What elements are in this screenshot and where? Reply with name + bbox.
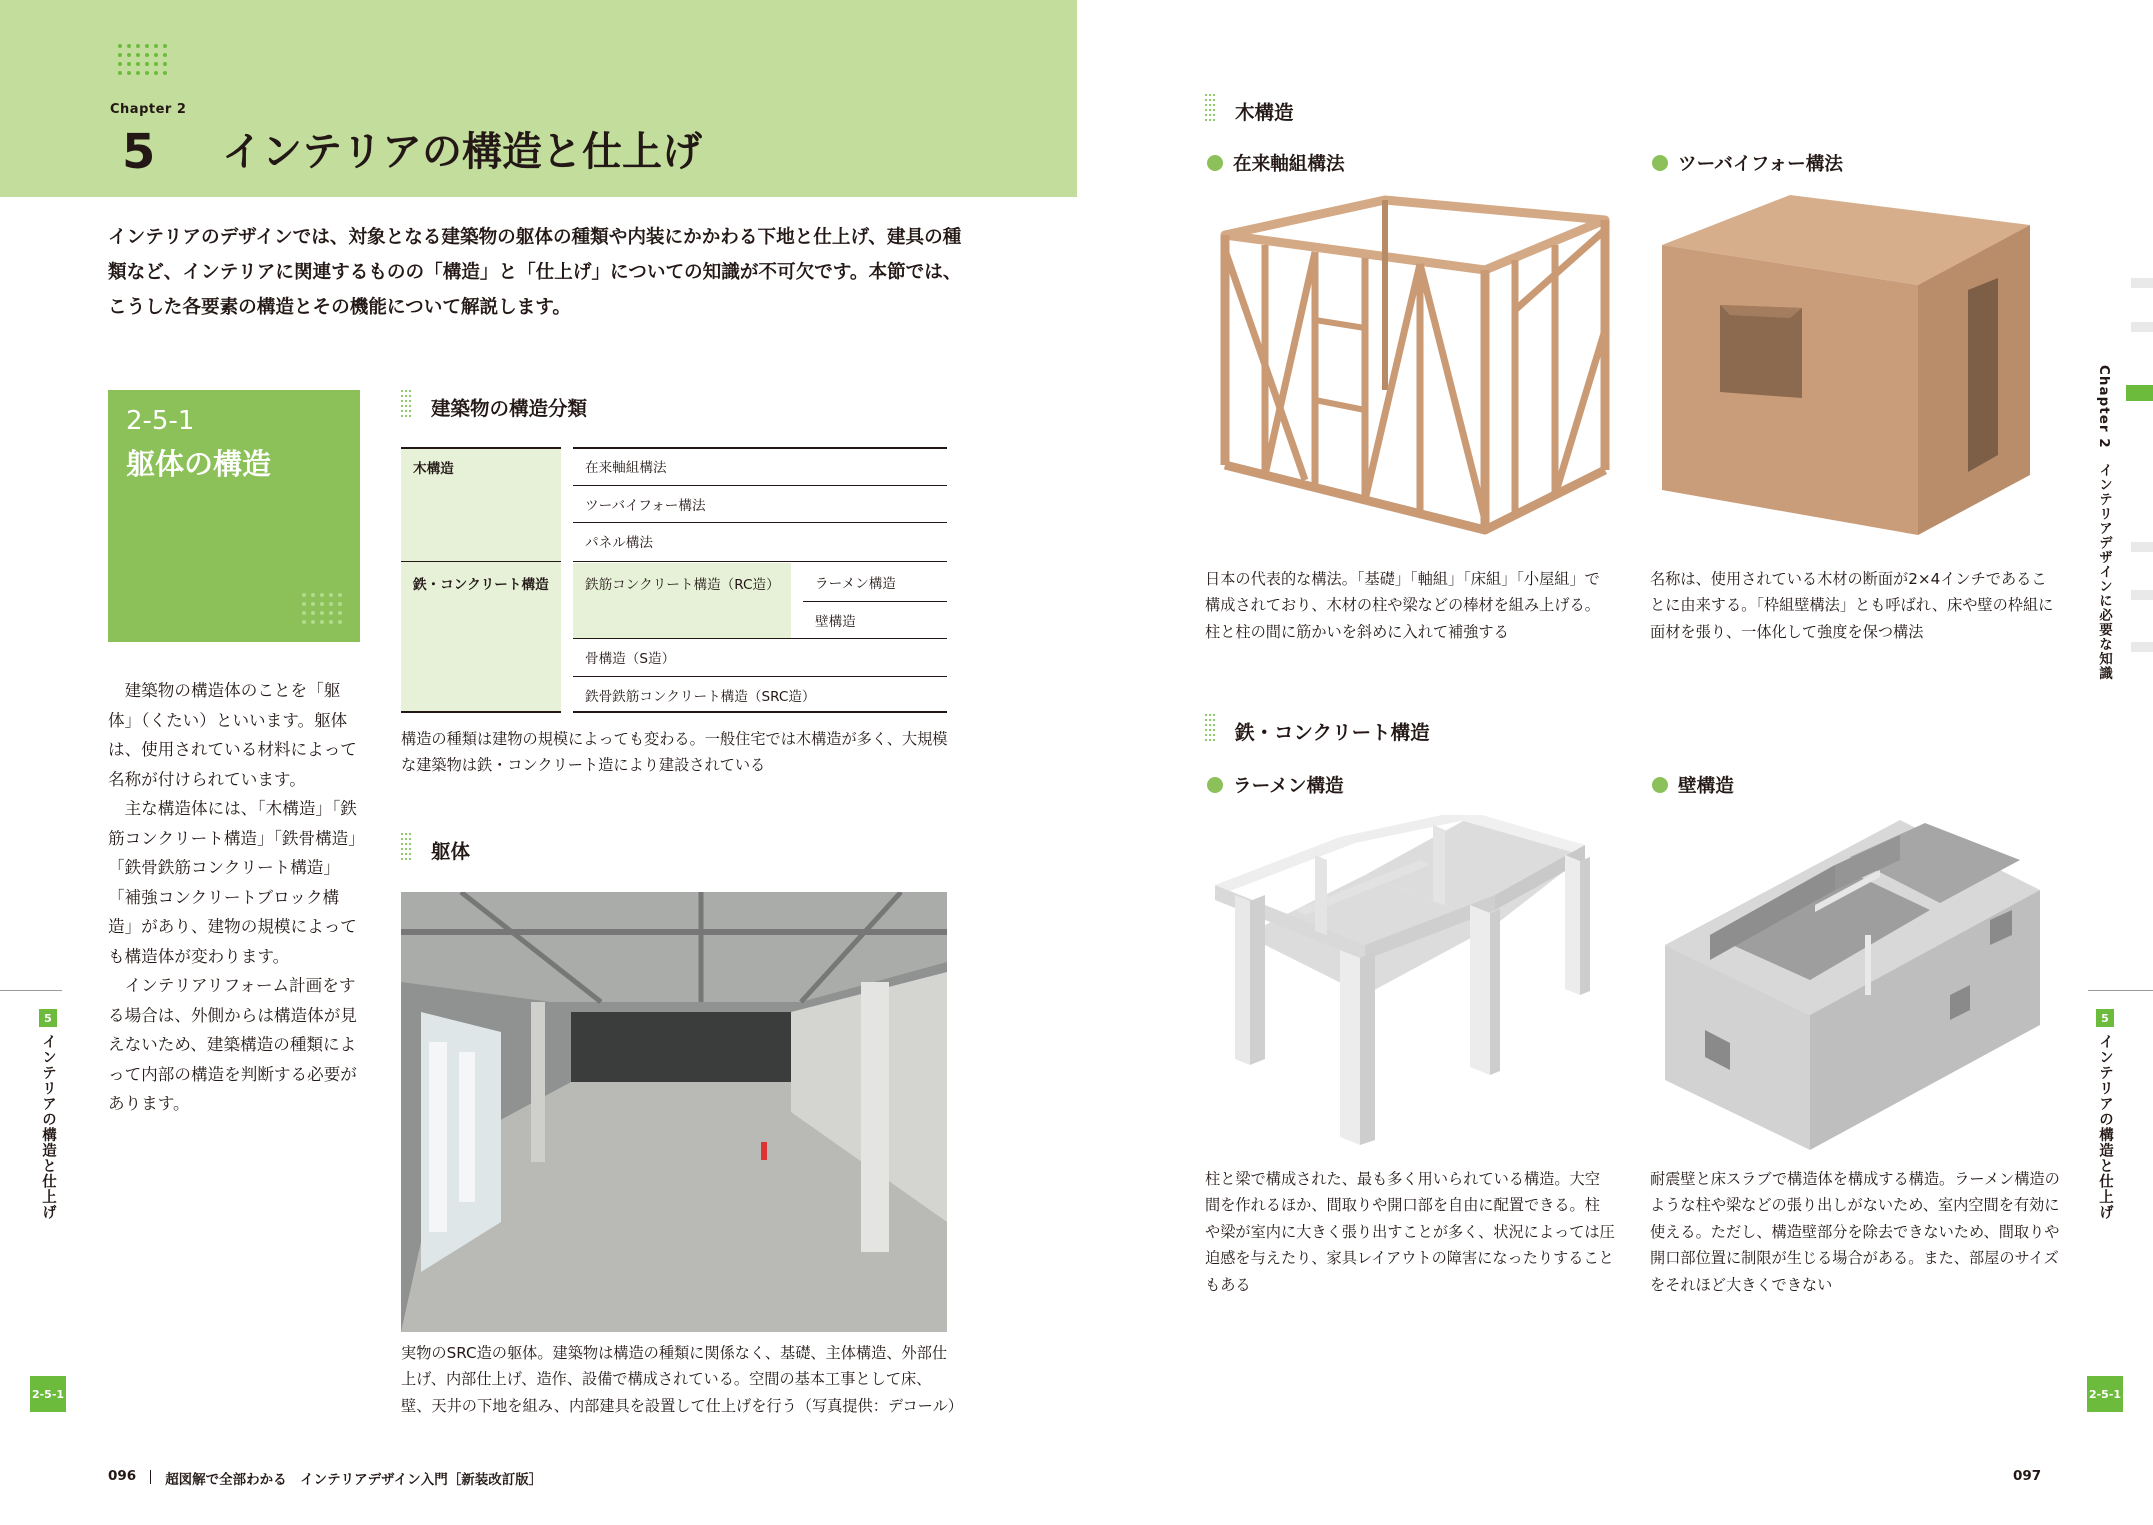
table-caption: 構造の種類は建物の規模によっても変わる。一般住宅では木構造が多く、大規模な建築物は鉄・コンクリート造により建設されている (401, 730, 948, 775)
heading-marker-icon (401, 390, 411, 424)
subsection-title: 躯体の構造 (126, 447, 272, 481)
side-chapter-text: Chapter 2 インテリアデザインに必要な知識 (2096, 365, 2112, 681)
subheading-wall: 壁構造 (1652, 772, 1734, 798)
wall-structure-illustration (1650, 815, 2070, 1155)
rahmen-structure-illustration (1205, 815, 1625, 1155)
body-paragraph: 建築物の構造体のことを「躯体」（くたい）といいます。躯体は、使用されている材料によって名称が付けられています。 (108, 681, 357, 789)
classification-heading: 建築物の構造分類 (401, 390, 587, 424)
table-rule (573, 676, 947, 677)
side-rule (0, 990, 62, 991)
bullet-icon (1207, 777, 1223, 793)
side-decoration (2131, 322, 2153, 332)
rahmen-caption: 柱と梁で構成された、最も多く用いられている構造。大空間を作れるほか、間取りや開口部を自由に配置できる。柱や梁が室内に大きく張り出すことが多く、状況によっては圧迫感を与えたり、家具レイアウトの障害になったりすることもある (1205, 1170, 1615, 1294)
table-rule (573, 561, 947, 562)
wall-caption: 耐震壁と床スラブで構造体を構成する構造。ラーメン構造のような柱や梁などの張り出しがないため、室内空間を有効に使える。ただし、構造壁部分を除去できないため、間取りや開口部位置に制限が生じる場合がある。また、部屋のサイズをそれほど大きくできない (1650, 1170, 2060, 1294)
side-decoration (2131, 278, 2153, 288)
side-decoration (2131, 590, 2153, 600)
table-cell: パネル構法 (585, 535, 653, 551)
bullet-icon (1652, 777, 1668, 793)
table-cell: 在来軸組構法 (585, 460, 667, 476)
side-tab-number: 5 (39, 1009, 57, 1027)
side-tab-number: 5 (2096, 1009, 2114, 1027)
subsection-box (108, 390, 360, 642)
table-rule (401, 561, 561, 562)
section-number: 5 (122, 124, 156, 180)
table-cell: ツーバイフォー構法 (585, 497, 706, 514)
side-tab-text: インテリアの構造と仕上げ (40, 1034, 56, 1220)
table-cell-rc: 鉄筋コンクリート構造（RC造） (573, 563, 791, 638)
table-cell: 骨構造（S造） (585, 651, 676, 667)
src-frame-photo (401, 892, 947, 1332)
table-rule (401, 447, 561, 449)
table-cell: ラーメン構造 (815, 576, 896, 592)
section-title: インテリアの構造と仕上げ (222, 129, 702, 175)
table-rule (803, 601, 947, 602)
subheading-rahmen: ラーメン構造 (1207, 772, 1344, 798)
timber-frame-illustration (1205, 190, 1625, 550)
side-decoration (2131, 642, 2153, 652)
side-chapter-marker (2126, 385, 2153, 401)
book-title: 超図解で全部わかる インテリアデザイン入門［新装改訂版］ (165, 1472, 543, 1488)
heading-marker-icon (1205, 94, 1215, 128)
heading-marker-icon (401, 833, 411, 867)
table-rule (573, 485, 947, 486)
body-text (108, 676, 363, 1119)
table-cell-steel-concrete: 鉄・コンクリート構造 (401, 563, 561, 713)
body-paragraph: インテリアリフォーム計画をする場合は、外側からは構造体が見えないため、建築構造の種類によって内部の構造を判断する必要があります。 (108, 976, 357, 1113)
footer-separator (150, 1470, 151, 1484)
side-decoration (2131, 542, 2153, 552)
side-tab-subsection: 2-5-1 (2087, 1376, 2123, 1412)
table-cell: 壁構造 (815, 613, 856, 630)
photo-caption: 実物のSRC造の躯体。建築物は構造の種類に関係なく、基礎、主体構造、外部仕上げ、内部仕上げ、造作、設備で構成されている。空間の基本工事として床、壁、天井の下地を組み、内部建具を設置して仕上げを行う（写真提供：デコール） (401, 1344, 963, 1415)
bullet-icon (1207, 155, 1223, 171)
side-tab-subsection: 2-5-1 (30, 1376, 66, 1412)
page-number: 096 (108, 1468, 137, 1484)
decorative-dot-grid (118, 44, 167, 75)
two-by-four-caption: 名称は、使用されている木材の断面が2×4インチであることに由来する。「枠組壁構法」とも呼ばれ、床や壁の枠組に面材を張り、一体化して強度を保つ構法 (1650, 570, 2054, 641)
table-cell: 鉄骨鉄筋コンクリート構造（SRC造） (585, 688, 816, 705)
frame-heading: 躯体 (401, 833, 470, 867)
intro-paragraph: インテリアのデザインでは、対象となる建築物の躯体の種類や内装にかかわる下地と仕上げ、建具の種類など、インテリアに関連するものの「構造」と「仕上げ」についての知識が不可欠です。本節では、こうした各要素の構造とその機能について解説します。 (108, 227, 962, 318)
body-paragraph: 主な構造体には、「木構造」「鉄筋コンクリート構造」「鉄骨構造」「鉄骨鉄筋コンクリート構造」「補強コンクリートブロック構造」があり、建物の規模によっても構造体が変わります。 (108, 799, 357, 966)
table-rule (573, 711, 947, 713)
page-number: 097 (2013, 1468, 2042, 1484)
two-by-four-illustration (1650, 190, 2070, 550)
bullet-icon (1652, 155, 1668, 171)
classification-table (401, 447, 947, 713)
side-tab-text: インテリアの構造と仕上げ (2097, 1034, 2113, 1220)
heading-marker-icon (1205, 714, 1215, 748)
table-cell-wood: 木構造 (401, 447, 561, 563)
wood-structure-heading: 木構造 (1205, 94, 1294, 128)
subsection-number: 2-5-1 (126, 406, 195, 436)
steel-concrete-heading: 鉄・コンクリート構造 (1205, 714, 1430, 748)
table-rule (573, 638, 947, 639)
conventional-caption: 日本の代表的な構法。「基礎」「軸組」「床組」「小屋組」で構成されており、木材の柱や梁などの棒材を組み上げる。柱と柱の間に筋かいを斜めに入れて補強する (1205, 570, 1600, 641)
subheading-conventional: 在来軸組構法 (1207, 150, 1345, 176)
table-rule (401, 711, 561, 713)
decorative-dot-grid (302, 593, 342, 624)
footer-left (108, 1468, 542, 1488)
table-rule (573, 447, 947, 449)
subheading-two-by-four: ツーバイフォー構法 (1652, 150, 1843, 176)
chapter-label: Chapter 2 (110, 102, 187, 117)
side-rule (2088, 990, 2153, 991)
table-rule (573, 522, 947, 523)
